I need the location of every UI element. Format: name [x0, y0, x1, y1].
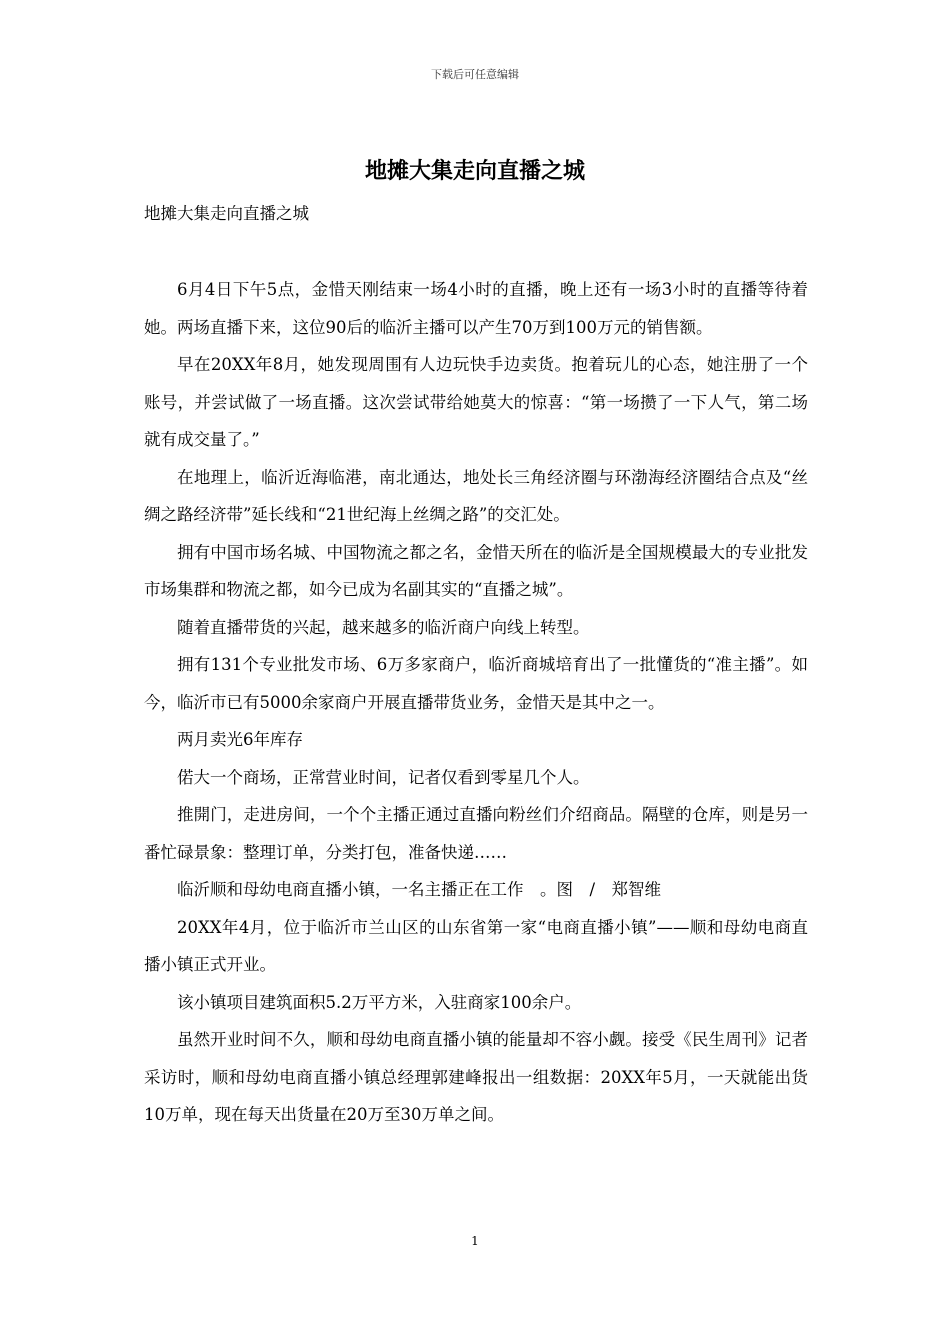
document-title: 地摊大集走向直播之城 — [364, 158, 585, 184]
paragraph: 该小镇项目建筑面积5.2万平方米，入驻商家100余户。 — [177, 992, 582, 1012]
paragraph: 推開门，走进房间，一个个主播正通过直播向粉丝们介绍商品。隔壁的仓库，则是另一番忙碌景象：整理订单，分类打包，准备快递…… — [144, 805, 808, 862]
paragraph: 6月4日下午5点，金惜天刚结束一场4小时的直播，晚上还有一场3小时的直播等待着她。两场直播下来，这位90后的临沂主播可以产生70万到100万元的销售额。 — [144, 280, 808, 337]
paragraph: 偌大一个商场，正常营业时间，记者仅看到零星几个人。 — [177, 767, 590, 787]
paragraph: 20XX年4月，位于临沂市兰山区的山东省第一家“电商直播小镇”——顺和母幼电商直播小镇正式开业。 — [144, 917, 808, 974]
photo-caption: 临沂顺和母幼电商直播小镇，一名主播正在工作 。图 / 郑智维 — [177, 880, 662, 899]
paragraph: 随着直播带货的兴起，越来越多的临沂商户向线上转型。 — [177, 617, 590, 637]
header-note: 下载后可任意编辑 — [431, 68, 519, 81]
paragraph: 早在20XX年8月，她发现周围有人边玩快手边卖货。抱着玩儿的心态，她注册了一个账号，并尝试做了一场直播。这次尝试带给她莫大的惊喜：“第一场攒了一下人气，第二场就有成交量了。” — [144, 355, 808, 449]
paragraph: 虽然开业时间不久，顺和母幼电商直播小镇的能量却不容小觑。接受《民生周刊》记者采访时，顺和母幼电商直播小镇总经理郭建峰报出一组数据：20XX年5月，一天就能出货10万单，现在每天出货量在20万至30万单之间。 — [144, 1030, 808, 1124]
paragraph: 在地理上，临沂近海临港，南北通达，地处长三角经济圈与环渤海经济圈结合点及“丝绸之路经济带”延长线和“21世纪海上丝绸之路”的交汇处。 — [144, 467, 808, 524]
paragraph: 拥有131个专业批发市场、6万多家商户，临沂商城培育出了一批懂货的“准主播”。如今，临沂市已有5000余家商户开展直播带货业务，金惜天是其中之一。 — [144, 655, 808, 712]
document-body — [144, 271, 808, 1134]
page-number: 1 — [471, 1234, 479, 1248]
paragraph: 拥有中国市场名城、中国物流之都之名，金惜天所在的临沂是全国规模最大的专业批发市场集群和物流之都，如今已成为名副其实的“直播之城”。 — [144, 542, 808, 599]
document-subtitle: 地摊大集走向直播之城 — [144, 204, 309, 223]
section-heading: 两月卖光6年库存 — [177, 730, 303, 749]
